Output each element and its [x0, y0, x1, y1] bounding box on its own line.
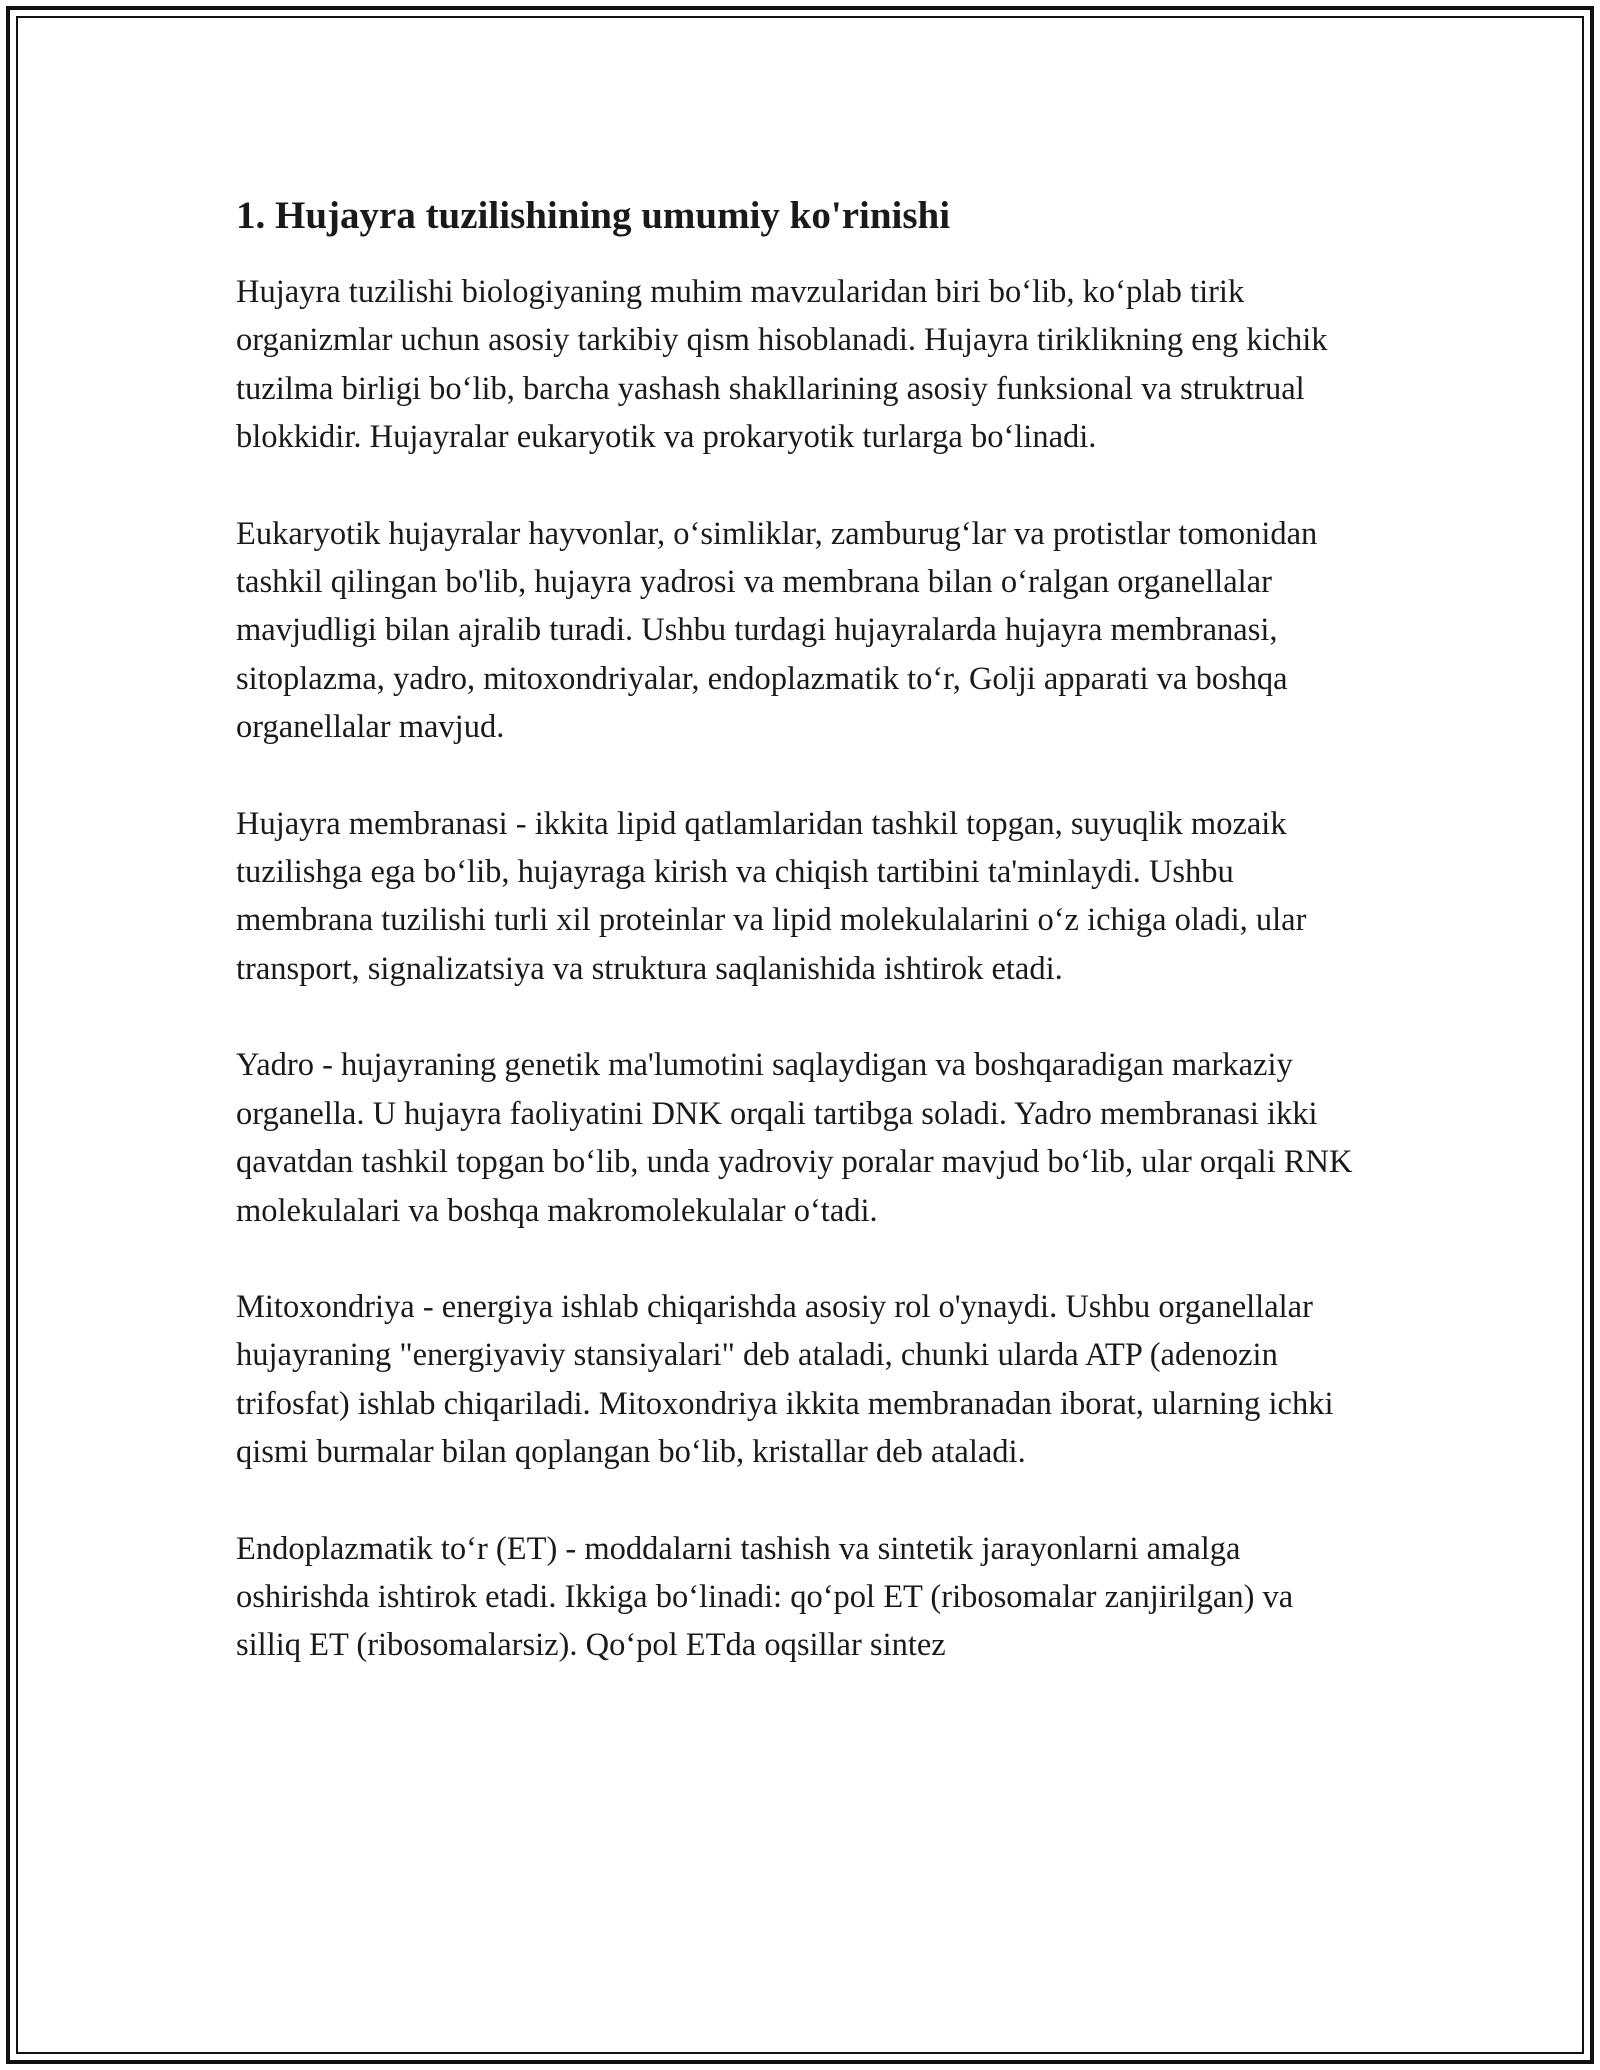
- paragraph-cell-membrane: Hujayra membranasi - ikkita lipid qatlamlaridan tashkil topgan, suyuqlik mozaik tuzilishga ega bo‘lib, hujayraga kirish va chiqish tartibini ta'minlaydi. Ushbu membrana tuzilishi turli xil proteinlar va lipid molekulalarini o‘z ichiga oladi, ular transport, signalizatsiya va struktura saqlanishida ishtirok etadi.: [236, 805, 1307, 987]
- paragraph-nucleus: Yadro - hujayraning genetik ma'lumotini saqlaydigan va boshqaradigan markaziy organella. U hujayra faoliyatini DNK orqali tartibga soladi. Yadro membranasi ikki qavatdan tashkil topgan bo‘lib, unda yadroviy poralar mavjud bo‘lib, ular orqali RNK molekulalari va boshqa makromolekulalar o‘tadi.: [236, 1047, 1353, 1229]
- paragraph-endoplasmic-reticulum: Endoplazmatik to‘r (ET) - moddalarni tashish va sintetik jarayonlarni amalga oshirishda ishtirok etadi. Ikkiga bo‘linadi: qo‘pol ET (ribosomalar zanjirilgan) va silliq ET (ribosomalarsiz). Qo‘pol ETda oqsillar sintez: [236, 1530, 1294, 1664]
- paragraph-mitochondria: Mitoxondriya - energiya ishlab chiqarishda asosiy rol o'ynaydi. Ushbu organellalar hujayraning "energiyaviy stansiyalari" deb ataladi, chunki ularda ATP (adenozin trifosfat) ishlab chiqariladi. Mitoxondriya ikkita membranadan iborat, ularning ichki qismi burmalar bilan qoplangan bo‘lib, kristallar deb ataladi.: [236, 1288, 1334, 1471]
- document-body: [236, 186, 1366, 1718]
- paragraph-eukaryotic-cells: Eukaryotik hujayralar hayvonlar, o‘simliklar, zamburug‘lar va protistlar tomonidan tashkil qilingan bo'lib, hujayra yadrosi va membrana bilan o‘ralgan organellalar mavjudligi bilan ajralib turadi. Ushbu turdagi hujayralarda hujayra membranasi, sitoplazma, yadro, mitoxondriyalar, endoplazmatik to‘r, Golji apparati va boshqa organellalar mavjud.: [236, 515, 1318, 746]
- paragraph-cell-overview: Hujayra tuzilishi biologiyaning muhim mavzularidan biri bo‘lib, ko‘plab tirik organizmlar uchun asosiy tarkibiy qism hisoblanadi. Hujayra tiriklikning eng kichik tuzilma birligi bo‘lib, barcha yashash shakllarining asosiy funksional va struktrual blokkidir. Hujayralar eukaryotik va prokaryotik turlarga bo‘linadi.: [236, 274, 1328, 456]
- section-heading: 1. Hujayra tuzilishining umumiy ko'rinishi: [236, 194, 951, 237]
